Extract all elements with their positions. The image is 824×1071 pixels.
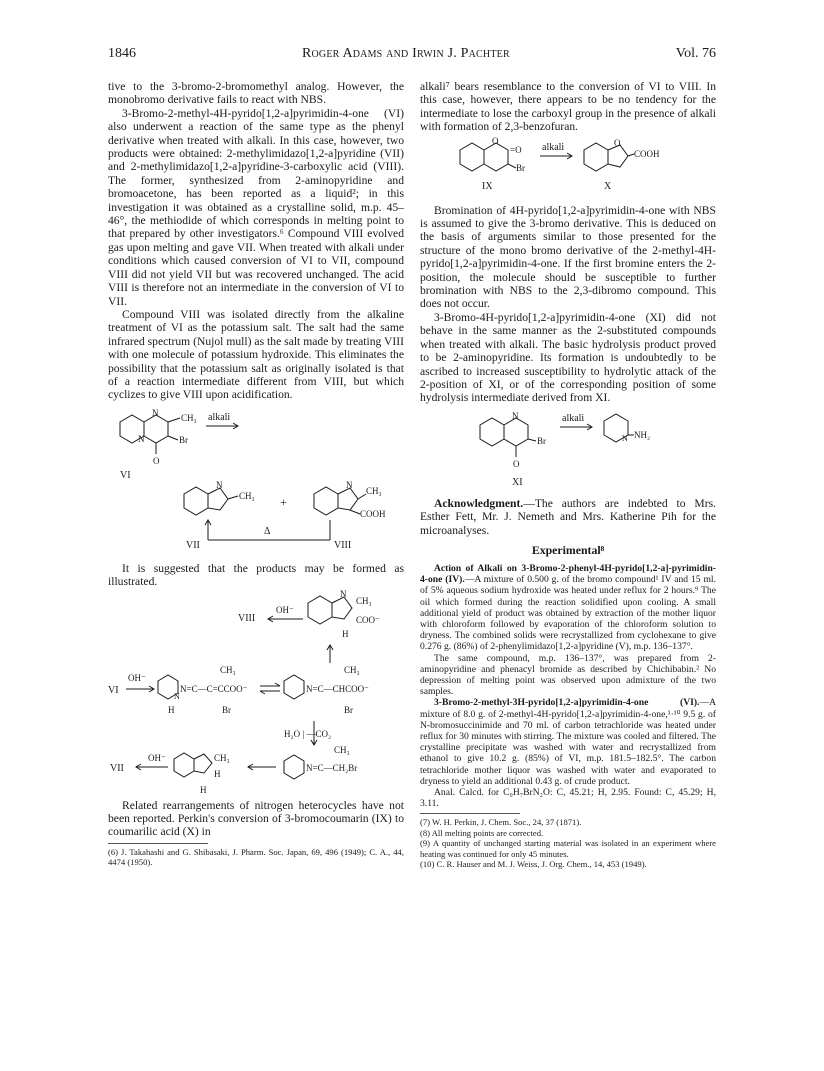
compound-label-vii: VII [186, 539, 200, 551]
mech-oh-3: OH⁻ [148, 752, 166, 763]
mech-bot1-ch3: CH₃ [214, 752, 230, 763]
right-paragraph-2: Bromination of 4H-pyrido[1,2-a]pyrimidin-4-one with NBS is assumed to give the 3-bromo derivative. This is deduced on the basis of arguments similar to those presented for the structure of the mono bromo derivative of the 2-methyl-4H-pyrido[1,2-a]pyrimidin-4-one. If the first bromine enters the 2-position, the molecule should be susceptible to further bromination with NBS to the 2,3-dibromo compound. This does not occur. [420, 203, 716, 311]
ring-vii-pyridine [184, 487, 208, 515]
xi-o: O [513, 458, 520, 469]
ring-vi-pyrimidine [144, 415, 168, 443]
left-column [108, 80, 404, 868]
aminopyridine-nh2: NH₂ [634, 429, 651, 440]
compound-label-ix: IX [482, 180, 493, 192]
mech-top-n: N [340, 588, 347, 599]
exp1-text: —A mixture of 0.500 g. of the bromo compound¹ IV and 15 ml. of 5% aqueous sodium hydroxide was heated under reflux for 2 hours.⁹ The oil which formed during the reaction solidified upon cooling. A small additional yield of product was obtained by extraction of the mother liquor with chloroform followed by evaporation of the chloroform solution to dryness. The combined solids were recrystallized from cyclohexane to give 0.276 g. (86%) of 2-phenylimidazo[1,2-a]pyridine (V), m.p. 136–137°. [420, 574, 716, 653]
footnote-rule-left [108, 843, 208, 844]
acknowledgment [420, 497, 716, 537]
footnote-7: (7) W. H. Perkin, J. Chem. Soc., 24, 37 (1871). [420, 817, 582, 828]
exp2-title: 3-Bromo-2-methyl-3H-pyrido[1,2-a]pyrimidin-4-one (VI). [434, 697, 700, 709]
x-cooh: COOH [634, 148, 660, 159]
vi-n2-label: N [138, 433, 145, 444]
mech-vi-label: VI [108, 684, 119, 696]
arrow-label-alkali-3: alkali [562, 412, 585, 424]
mech-mid1-chain: N=C—C=CCOO⁻ [180, 683, 248, 694]
volume-label: Vol. 76 [675, 46, 716, 61]
aminopyridine-n: N [622, 433, 628, 443]
exp2-text: —A mixture of 8.0 g. of 2-methyl-4H-pyrido[1,2-a]pyrimidin-4-one,¹·¹⁰ 9.5 g. of N-bromosuccinimide and 70 ml. of carbon tetrachloride was heated under reflux for 30 minutes with stirring. The mixture was cooled and filtered. The crystalline precipitate was washed with water and recrystallized from ethanol to give 10.2 g. (85%) of VI, m.p. 181.5–182.5°. The carbon tetrachloride mother liquor was washed with water and evaporated to dryness to yield an additional 0.43 g. of crude product. [420, 697, 716, 787]
mech-mid1-ch3: CH₃ [220, 664, 236, 675]
page-number: 1846 [108, 46, 136, 61]
xi-br: Br [537, 435, 546, 446]
exp-paragraph-3 [420, 697, 716, 787]
mech-bot1-h2: H [200, 784, 207, 795]
right-column [420, 80, 716, 869]
footnote-9: (9) A quantity of unchanged starting material was isolated in an experiment where heating was continued for only 45 minutes. [420, 838, 716, 859]
compound-label-viii: VIII [334, 539, 352, 551]
page-header [108, 46, 716, 66]
experimental-section [420, 563, 716, 809]
scheme-ix-to-x [420, 134, 716, 204]
running-title: Roger Adams and Irwin J. Pachter [301, 46, 510, 61]
delta-label: Δ [264, 525, 271, 537]
footnote-6: (6) J. Takahashi and G. Shibasaki, J. Pharm. Soc. Japan, 69, 496 (1949); C. A., 44, 4474 (1950). [108, 846, 404, 868]
right-paragraph-1: alkali⁷ bears resemblance to the conversion of VI to VIII. In this case, however, there appears to be no tendency for the intermediate to lose the carboxyl group in the presence of alkali with formation of 2,3-benzofuran. [420, 80, 716, 134]
ix-carbonyl: =O [510, 144, 522, 155]
compound-label-xi: XI [512, 476, 523, 488]
ix-br: Br [516, 162, 525, 173]
scheme-xi [420, 405, 716, 493]
scheme-vi-to-vii-viii [108, 402, 404, 562]
mech-top-ch3: CH₃ [356, 595, 372, 606]
arrow-label-alkali-2: alkali [542, 141, 565, 153]
acknowledgment-text: —The authors are indebted to Mrs. Esther Fett, Mr. J. Nemeth and Mrs. Katherine Pih for the microanalyses. [420, 496, 716, 537]
compound-label-x: X [604, 180, 612, 192]
right-paragraph-3: 3-Bromo-4H-pyrido[1,2-a]pyrimidin-4-one (XI) did not behave in the same manner as the 2-substituted compounds when treated with alkali. The basic hydrolysis product proved to be 2-aminopyridine. Its formation is undoubtedly to be ascribed to increased susceptibility to hydrolytic attack of the 2-position of XI, or of the corresponding position of some hydrolysis intermediate derived from XI. [420, 310, 716, 405]
left-paragraph-5: Related rearrangements of nitrogen heterocycles have not been reported. Perkin's conversion of 3-bromocoumarin (IX) to coumarilic acid (X) in [108, 798, 404, 839]
vi-ch3-label: CH₃ [181, 412, 197, 423]
mech-viii-label: VIII [238, 612, 256, 624]
mech-bot2-ch3: CH₃ [334, 744, 350, 755]
mech-oh-2: OH⁻ [128, 672, 146, 683]
mech-mid1-br: Br [222, 704, 231, 715]
left-paragraph-4: It is suggested that the products may be formed as illustrated. [108, 561, 404, 589]
exp1-title: Action of Alkali on 3-Bromo-2-phenyl-4H-pyrido[1,2-a]-pyrimidin-4-one (IV). [420, 562, 716, 586]
viii-cooh-label: COOH [360, 508, 386, 519]
mech-top-h: H [342, 628, 349, 639]
left-paragraph-1: tive to the 3-bromo-2-bromomethyl analog. However, the monobromo derivative fails to react with NBS. [108, 80, 404, 107]
footnote-10: (10) C. R. Hauser and M. J. Weiss, J. Org. Chem., 14, 453 (1949). [420, 859, 647, 870]
mech-vii-label: VII [110, 762, 124, 774]
mech-mid2-chain: N=C—CHCOO⁻ [306, 683, 369, 694]
footnote-rule-right [420, 813, 520, 814]
mech-mid1-h: H [168, 704, 175, 715]
x-ring-o: O [614, 137, 621, 148]
mech-mid1-n: N [174, 691, 180, 701]
vi-n-label: N [152, 407, 159, 418]
mech-bot1-h: H [214, 768, 221, 779]
xi-n: N [512, 410, 519, 421]
mech-top-coo: COO⁻ [356, 614, 380, 625]
ring-vii-imidazole [208, 488, 228, 510]
vi-o-label: O [153, 455, 160, 466]
vii-ch3-label: CH₃ [239, 490, 255, 501]
exp-paragraph-1 [420, 563, 716, 653]
mech-oh-1: OH⁻ [276, 604, 294, 615]
experimental-heading: Experimental⁸ [531, 542, 605, 557]
footnote-8: (8) All melting points are corrected. [420, 827, 544, 838]
ix-ring-o: O [492, 135, 499, 146]
acknowledgment-title: Acknowledgment. [434, 496, 524, 510]
mech-h2o-co2: H₂O | —CO₂ [284, 728, 332, 739]
plus-sign: + [280, 494, 287, 509]
vii-n-label: N [216, 479, 223, 490]
compound-label-vi: VI [120, 469, 131, 481]
mech-bot2-chain: N=C—CH₂Br [306, 762, 358, 773]
analysis-line: Anal. Calcd. for C₉H₇BrN₂O: C, 45.21; H, 2.95. Found: C, 45.29; H, 3.11. [420, 787, 716, 810]
viii-ch3-label: CH₃ [366, 485, 382, 496]
ring-viii-pyridine [314, 487, 338, 515]
viii-n-label: N [346, 479, 353, 490]
ring-viii-imidazole [338, 488, 358, 510]
exp-paragraph-2: The same compound, m.p. 136–137°, was prepared from 2-aminopyridine and phenacyl bromide as described by Chichibabin.² No depression of melting point was observed upon admixture of the two samples. [420, 652, 716, 698]
left-paragraph-2: 3-Bromo-2-methyl-4H-pyrido[1,2-a]pyrimidin-4-one (VI) also underwent a reaction of the same type as the phenyl derivative when treated with alkali. In this case, however, two products were obtained: 2-methylimidazo[1,2-a]pyridine (VII) and 2-methylimidazo[1,2-a]pyridine-3-carboxylic acid (VIII). The former, synthesized from 2-aminopyridine and bromoacetone, has been reported as a liquid²; in this investigation it was obtained as a crystalline solid, m.p. 45–46°, the methiodide of which corresponds in melting point to that prepared by other investigators.⁶ Compound VIII evolved gas upon melting and gave VII. When treated with alkali under conditions which caused conversion of VI to VII, compound VIII did not yield VII but was recovered unchanged. The acid VIII is therefore not an intermediate in the conversion of VI to VII. [108, 106, 404, 308]
scheme-mechanism [108, 589, 404, 799]
mech-mid2-ch3: CH₃ [344, 664, 360, 675]
arrow-label-alkali-1: alkali [208, 411, 231, 423]
mech-mid2-br: Br [344, 704, 353, 715]
left-paragraph-3: Compound VIII was isolated directly from the alkaline treatment of VI as the potassium salt. The salt had the same infrared spectrum (Nujol mull) as the salt made by treating VIII with one molecule of potassium hydroxide. This eliminates the possibility that the potassium salt as originally isolated is that of a reaction intermediate different from VIII, but which cyclizes to give VIII upon acidification. [108, 307, 404, 402]
vi-br-label: Br [179, 434, 188, 445]
